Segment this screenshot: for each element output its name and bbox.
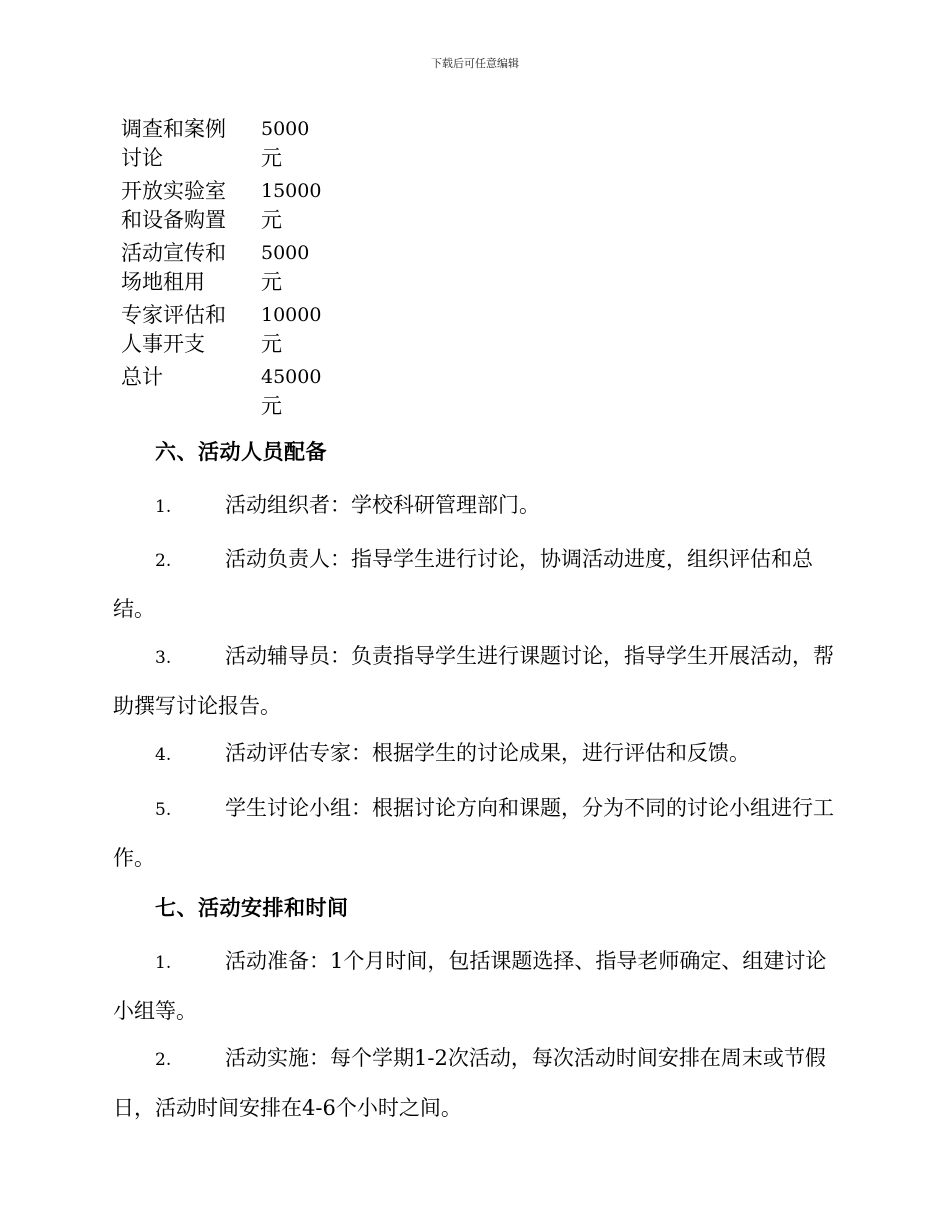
list-item-text: 活动准备：1个月时间，包括课题选择、指导老师确定、组建讨论小组等。	[113, 949, 827, 1023]
budget-amount-unit: 元	[261, 394, 282, 418]
section-title-schedule: 七、活动安排和时间	[155, 895, 349, 920]
budget-item-line1: 调查和案例	[121, 117, 226, 141]
list-item-number: 4.	[155, 745, 172, 765]
budget-amount-unit: 元	[261, 270, 282, 294]
budget-amount-value: 5000	[261, 118, 310, 140]
budget-amount-unit: 元	[261, 332, 282, 356]
budget-amount	[261, 363, 321, 425]
page-header-note: 下载后可任意编辑	[431, 57, 519, 70]
list-item-text: 学生讨论小组：根据讨论方向和课题，分为不同的讨论小组进行工作。	[113, 796, 834, 870]
budget-amount	[261, 115, 321, 177]
list-item-number: 1.	[155, 953, 172, 973]
budget-item-line2: 讨论	[121, 146, 163, 170]
list-item	[113, 632, 838, 730]
budget-amount-value: 5000	[261, 242, 310, 264]
budget-item-line1: 活动宣传和	[121, 241, 226, 265]
budget-amount	[261, 177, 321, 239]
budget-item-line1: 开放实验室	[121, 179, 226, 203]
list-item-text: 活动评估专家：根据学生的讨论成果，进行评估和反馈。	[225, 741, 750, 765]
budget-item	[113, 115, 261, 177]
budget-amount	[261, 301, 321, 363]
budget-amount-unit: 元	[261, 208, 282, 232]
list-item-text: 活动实施：每个学期1-2次活动，每次活动时间安排在周末或节假日，活动时间安排在4-6个小时之间。	[113, 1046, 826, 1120]
list-item	[113, 535, 838, 633]
list-item-number: 3.	[155, 648, 172, 668]
budget-table	[113, 115, 321, 425]
list-item	[113, 784, 838, 882]
table-row	[113, 177, 321, 239]
list-item-number: 1.	[155, 497, 172, 517]
budget-amount-unit: 元	[261, 146, 282, 170]
list-item	[113, 937, 838, 1035]
list-item-text: 活动辅导员：负责指导学生进行课题讨论，指导学生开展活动，帮助撰写讨论报告。	[113, 644, 834, 718]
budget-amount	[261, 239, 321, 301]
table-row	[113, 115, 321, 177]
budget-amount-value: 15000	[261, 180, 322, 202]
budget-item	[113, 363, 261, 425]
list-item	[113, 481, 838, 531]
budget-item	[113, 301, 261, 363]
list-item-number: 2.	[155, 1050, 172, 1070]
budget-item-line1: 总计	[121, 365, 163, 389]
budget-amount-value: 10000	[261, 304, 322, 326]
table-row	[113, 239, 321, 301]
budget-item-line2: 场地租用	[121, 270, 205, 294]
budget-item-line2: 人事开支	[121, 332, 205, 356]
budget-item-line2: 和设备购置	[121, 208, 226, 232]
budget-item-line1: 专家评估和	[121, 303, 226, 327]
budget-item	[113, 177, 261, 239]
list-item-text: 活动组织者：学校科研管理部门。	[225, 493, 540, 517]
table-row	[113, 363, 321, 425]
list-item-number: 5.	[155, 800, 172, 820]
list-item	[113, 1034, 838, 1132]
budget-amount-value: 45000	[261, 366, 322, 388]
list-item-number: 2.	[155, 551, 172, 571]
table-row	[113, 301, 321, 363]
list-item-text: 活动负责人：指导学生进行讨论，协调活动进度，组织评估和总结。	[113, 547, 813, 621]
list-item	[113, 729, 838, 779]
budget-item	[113, 239, 261, 301]
section-title-staffing: 六、活动人员配备	[155, 439, 327, 464]
